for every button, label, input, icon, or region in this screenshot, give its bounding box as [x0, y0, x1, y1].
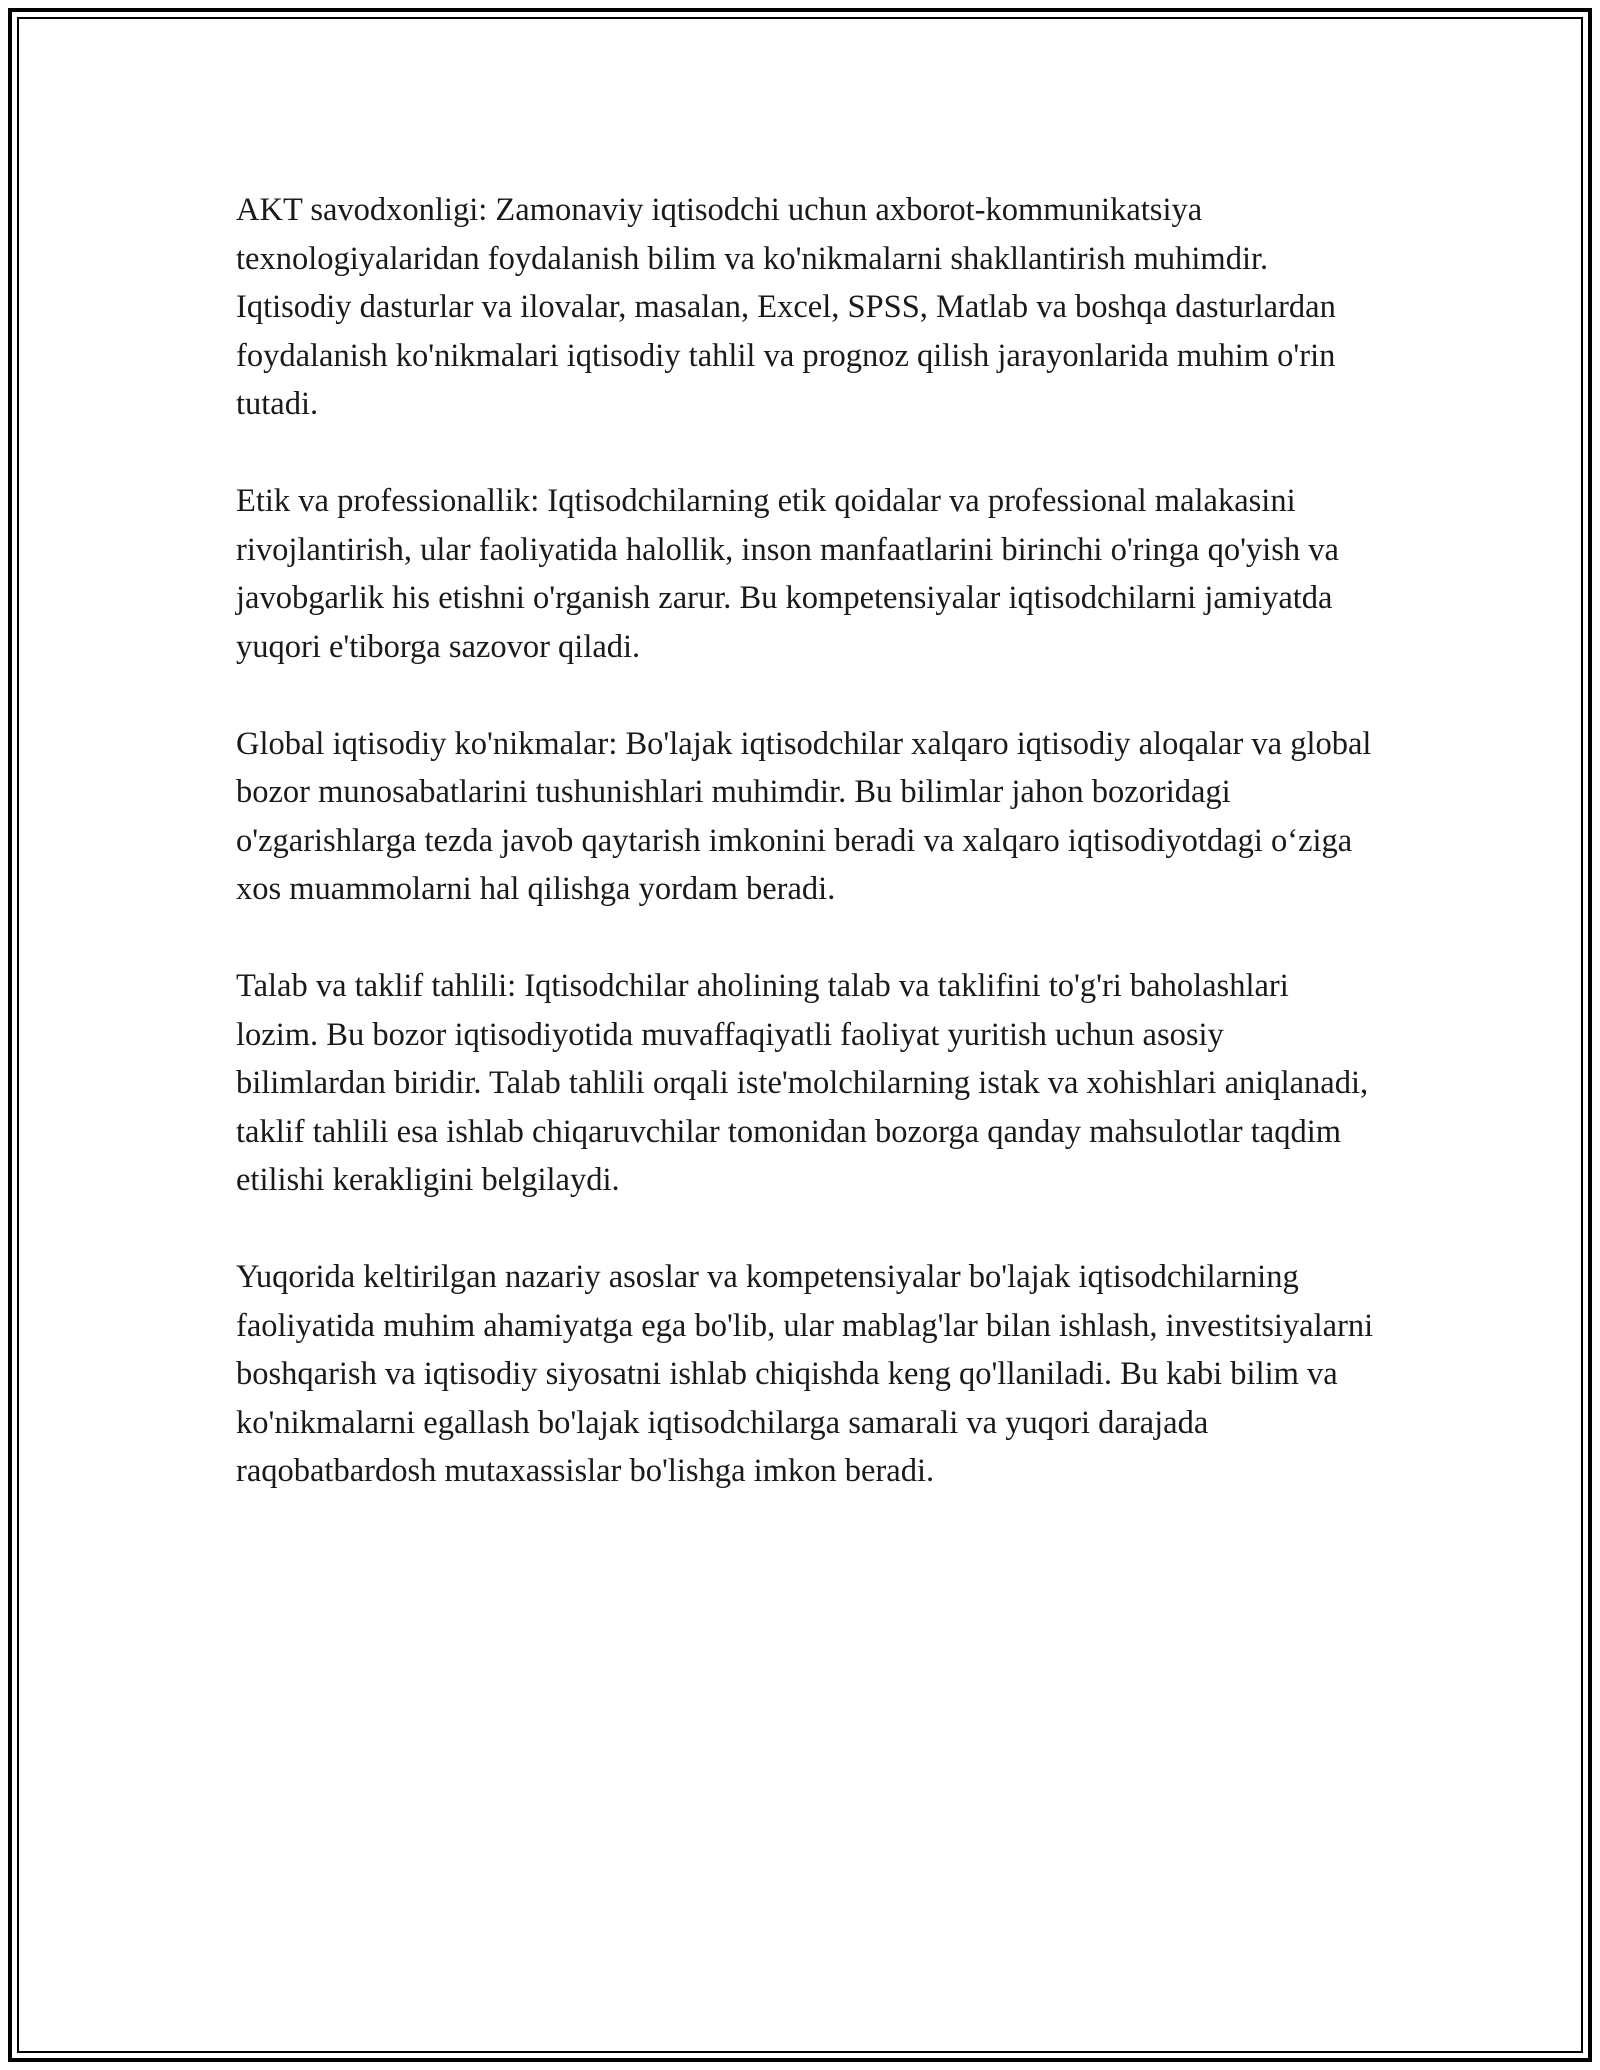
- paragraph-etik-va-professionallik: Etik va professionallik: Iqtisodchilarning etik qoidalar va professional malakasini rivojlantirish, ular faoliyatida halollik, inson manfaatlarini birinchi o'ringa qo'yish va javobgarlik his etishni o'rganish zarur. Bu kompetensiyalar iqtisodchilarni jamiyatda yuqori e'tiborga sazovor qiladi.: [236, 483, 1339, 665]
- paragraph-akt-savodxonligi: AKT savodxonligi: Zamonaviy iqtisodchi uchun axborot-kommunikatsiya texnologiyalaridan foydalanish bilim va ko'nikmalarni shakllantirish muhimdir. Iqtisodiy dasturlar va ilovalar, masalan, Excel, SPSS, Matlab va boshqa dasturlardan foydalanish ko'nikmalari iqtisodiy tahlil va prognoz qilish jarayonlarida muhim o'rin tutadi.: [236, 192, 1336, 422]
- document-body: [236, 186, 1376, 1544]
- paragraph-talab-va-taklif-tahlili: Talab va taklif tahlili: Iqtisodchilar aholining talab va taklifini to'g'ri baholashlari lozim. Bu bozor iqtisodiyotida muvaffaqiyatli faoliyat yuritish uchun asosiy bilimlardan biridir. Talab tahlili orqali iste'molchilarning istak va xohishlari aniqlanadi, taklif tahlili esa ishlab chiqaruvchilar tomonidan bozorga qanday mahsulotlar taqdim etilishi kerakligini belgilaydi.: [236, 968, 1369, 1198]
- paragraph-global-iqtisodiy-konikmalar: Global iqtisodiy ko'nikmalar: Bo'lajak iqtisodchilar xalqaro iqtisodiy aloqalar va global bozor munosabatlarini tushunishlari muhimdir. Bu bilimlar jahon bozoridagi o'zgarishlarga tezda javob qaytarish imkonini beradi va xalqaro iqtisodiyotdagi o‘ziga xos muammolarni hal qilishga yordam beradi.: [236, 725, 1372, 907]
- paragraph-conclusion: Yuqorida keltirilgan nazariy asoslar va kompetensiyalar bo'lajak iqtisodchilarning faoliyatida muhim ahamiyatga ega bo'lib, ular mablag'lar bilan ishlash, investitsiyalarni boshqarish va iqtisodiy siyosatni ishlab chiqishda keng qo'llaniladi. Bu kabi bilim va ko'nikmalarni egallash bo'lajak iqtisodchilarga samarali va yuqori darajada raqobatbardosh mutaxassislar bo'lishga imkon beradi.: [236, 1259, 1374, 1489]
